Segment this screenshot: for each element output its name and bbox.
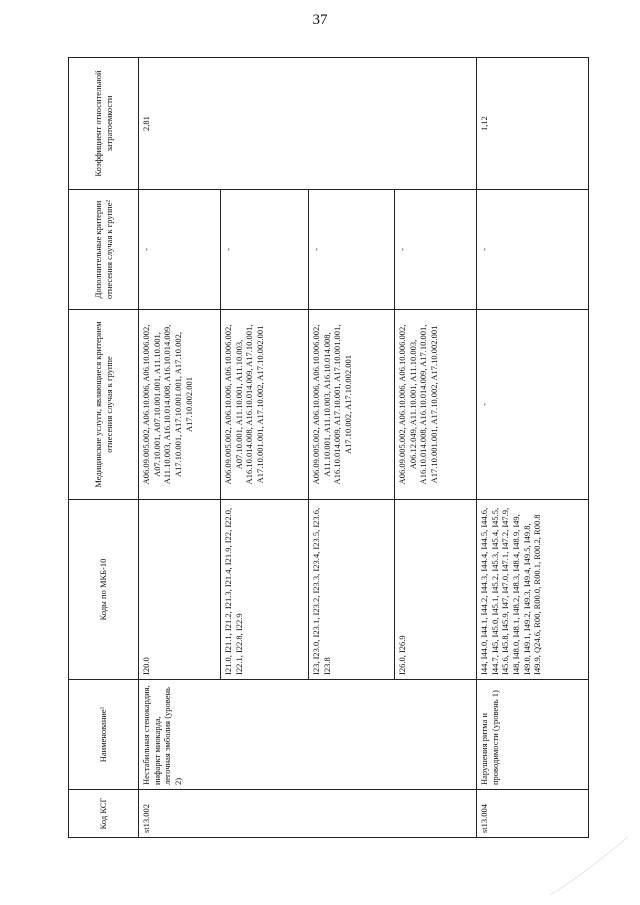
criteria-cell: - — [139, 190, 221, 310]
mkb-codes-cell: I20.0 — [139, 500, 221, 680]
rotated-table-frame — [68, 58, 588, 838]
criteria-cell: - — [477, 190, 589, 310]
header-code: Код КСГ — [69, 790, 139, 838]
mkb-codes-cell: I44, I44.0, I44.1, I44.2, I44.3, I44.4, I44.5, I44.6, I44.7, I45, I45.0, I45.1, I45.2, I45.3, I45.4, I45.5, I45.6, I45.8, I45.9, I47, I47.0, I47.1, I47.2, I47.9, I48, I48.0, I48.1, I48.2, I48.3, I48.4, I48.9, I49, I49.0, I49.1, I49.2, I49.3, I49.4, I49.5, I49.8, I49.9, Q24.6, R00, R00.0, R00.1, R00.2, R00.8 — [477, 500, 589, 680]
ksg-name-cell: Нестабильная стенокардия, инфаркт миокарда, легочная эмболия (уровень 2) — [139, 680, 477, 790]
rotated-table-container — [68, 58, 588, 838]
services-cell: - — [477, 310, 589, 500]
header-mkb: Коды по МКБ-10 — [69, 500, 139, 680]
header-services: Медицинские услуги, являющиеся критерием отнесения случая к группе — [69, 310, 139, 500]
services-cell: A06.09.005.002, A06.10.006, A06.10.006.002, A07.10.001, A07.10.001.001, A11.10.001, A11.10.003, A16.10.014.008, A16.10.014.009, A17.10.001, A17.10.001.001, A17.10.002, A17.10.002.001 — [139, 310, 221, 500]
header-coef: Коэффициент относительной затратоемкости — [69, 58, 139, 190]
criteria-cell: - — [221, 190, 309, 310]
table-row — [477, 58, 589, 838]
criteria-cell: - — [395, 190, 477, 310]
coefficient-cell: 2,81 — [139, 58, 477, 190]
mkb-codes-cell: I23, I23.0, I23.1, I23.2, I23.3, I23.4, I23.5, I23.6, I23.8 — [309, 500, 395, 680]
services-cell: A06.09.005.002, A06.10.006, A06.10.006.002, A06.12.049, A11.10.001, A11.10.003, A16.10.014.008, A16.10.014.009, A17.10.001, A17.10.001.001, A17.10.002, A17.10.002.001 — [395, 310, 477, 500]
ksg-table — [68, 57, 589, 838]
page-number: 37 — [312, 12, 328, 28]
services-cell: A06.09.005.002, A06.10.006, A06.10.006.002, A11.10.001, A11.10.003, A16.10.014.008, A16.10.014.009, A17.10.001, A17.10.001.001, A17.10.002, A17.10.002.001 — [309, 310, 395, 500]
table-row — [139, 58, 221, 838]
page-corner-mark — [510, 817, 630, 897]
mkb-codes-cell: I21.0, I21.1, I21.2, I21.3, I21.4, I21.9, I22, I22.0, I22.1, I22.8, I22.9 — [221, 500, 309, 680]
criteria-cell: - — [309, 190, 395, 310]
header-criteria: Дополнительные критерии отнесения случая к группе² — [69, 190, 139, 310]
services-cell: A06.09.005.002, A06.10.006, A06.10.006.002, A07.10.001, A11.10.001, A11.10.003, A16.10.014.008, A16.10.014.009, A17.10.001, A17.10.001.001, A17.10.002, A17.10.002.001 — [221, 310, 309, 500]
ksg-name-cell: Нарушения ритма и проводимости (уровень 1) — [477, 680, 589, 790]
coefficient-cell: 1,12 — [477, 58, 589, 190]
mkb-codes-cell: I26.0, I26.9 — [395, 500, 477, 680]
ksg-code-cell: st13.002 — [139, 790, 477, 838]
ksg-code-cell: st13.004 — [477, 790, 589, 838]
table-header-row — [69, 58, 139, 838]
header-name: Наименование¹ — [69, 680, 139, 790]
